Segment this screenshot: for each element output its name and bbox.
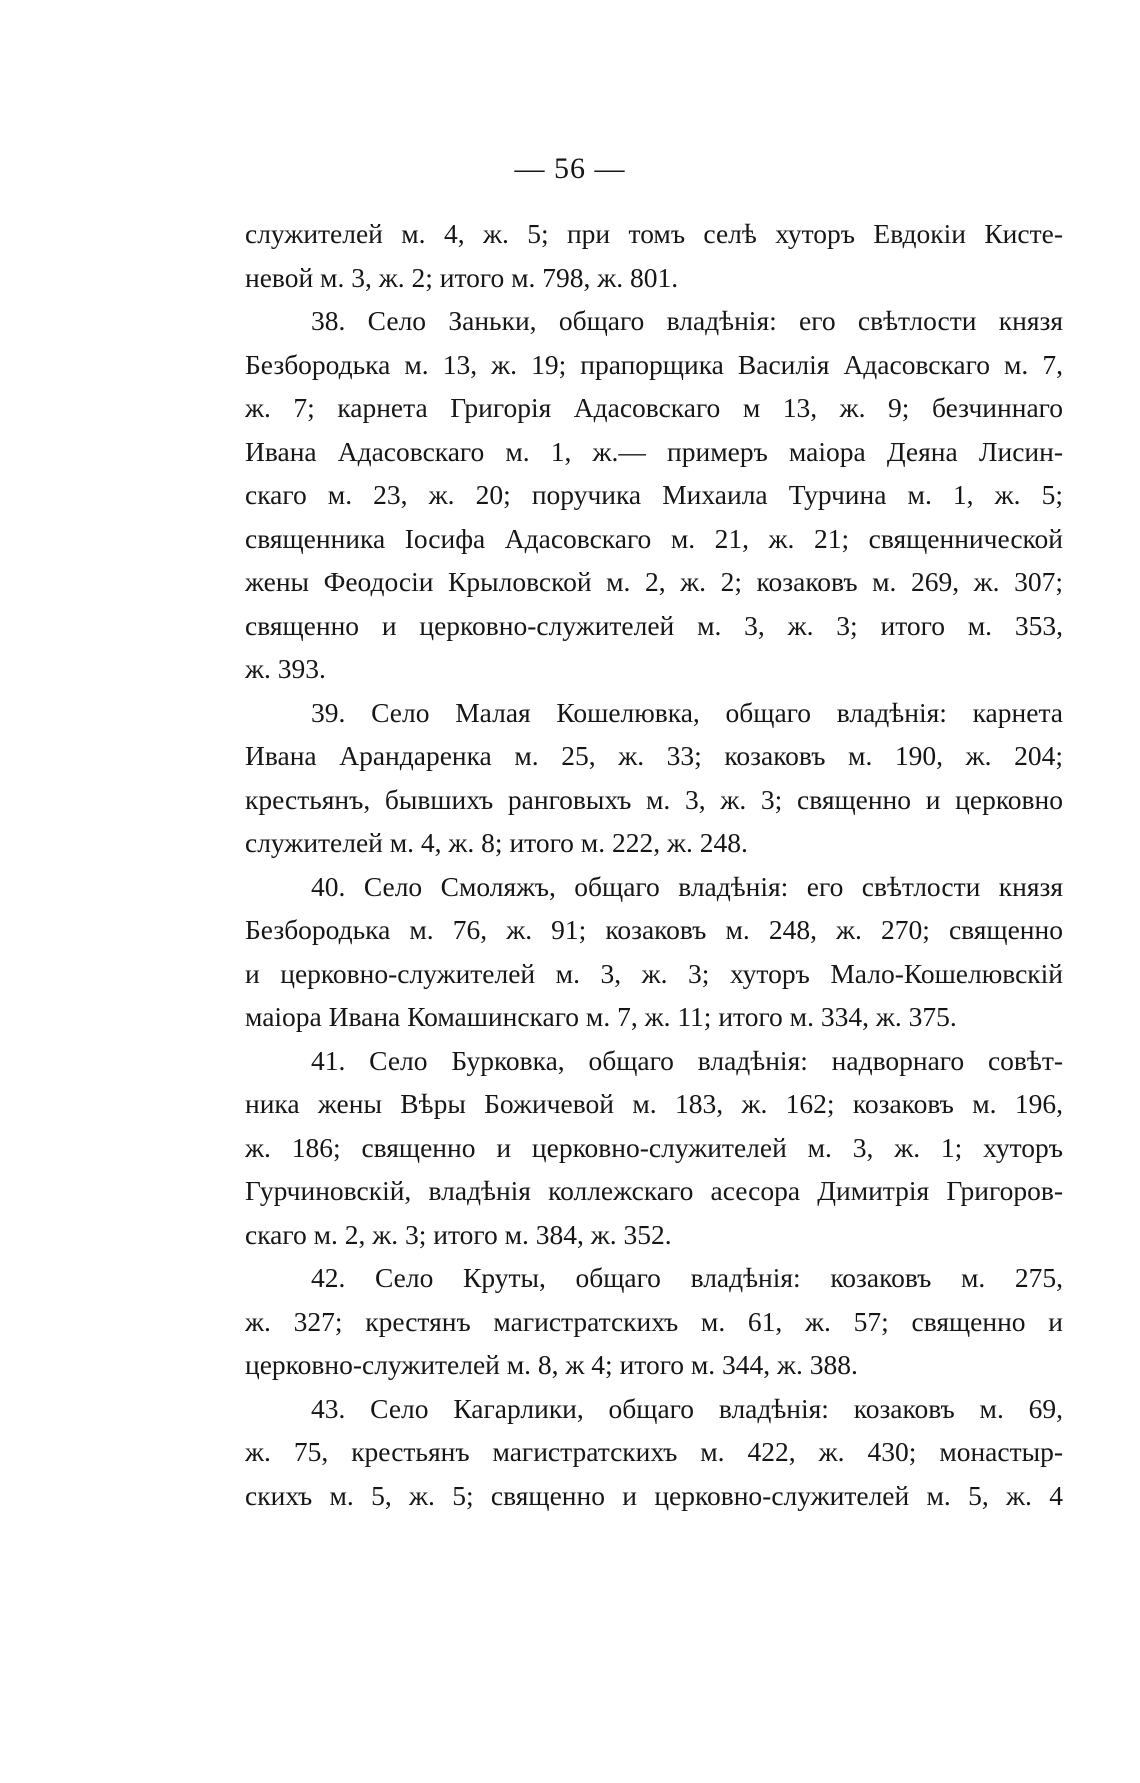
text-line: маіора Ивана Комашинскаго м. 7, ж. 11; итого м. 334, ж. 375. [245, 1001, 957, 1032]
text-line: Безбородька м. 13, ж. 19; прапорщика Василія Адасовскаго м. 7, [245, 348, 1063, 380]
entry-38-start: 38. Село Заньки, общаго владѣнія: его свѣтлости князя [311, 305, 1063, 336]
text-line: ж. 7; карнета Григорія Адасовскаго м 13, ж. 9; безчиннаго [245, 392, 1063, 423]
text-line: ника жены Вѣры Божичевой м. 183, ж. 162; козаковъ м. 196, [245, 1088, 1063, 1119]
page-number: — 56 — [514, 152, 626, 185]
text-line: Ивана Адасовскаго м. 1, ж.— примеръ маіора Деяна Лисин- [245, 435, 1063, 467]
text-line: невой м. 3, ж. 2; итого м. 798, ж. 801. [245, 261, 679, 293]
text-line: Ивана Арандаренка м. 25, ж. 33; козаковъ м. 190, ж. 204; [245, 740, 1063, 771]
text-line: ж. 393. [245, 653, 326, 684]
entry-42-start: 42. Село Круты, общаго владѣнія: козаковъ м. 275, [311, 1262, 1063, 1293]
text-line: служителей м. 4, ж. 5; при томъ селѣ хуторъ Евдокіи Кисте- [245, 218, 1063, 249]
entry-43-start: 43. Село Кагарлики, общаго владѣнія: козаковъ м. 69, [311, 1392, 1063, 1424]
text-line: служителей м. 4, ж. 8; итого м. 222, ж. 248. [245, 827, 748, 858]
entry-39-start: 39. Село Малая Кошелювка, общаго владѣнія: карнета [311, 696, 1063, 728]
text-line: скаго м. 23, ж. 20; поручика Михаила Турчина м. 1, ж. 5; [245, 479, 1063, 510]
text-line: ж. 75, крестьянъ магистратскихъ м. 422, ж. 430; монастыр- [245, 1436, 1063, 1467]
entry-40-start: 40. Село Смоляжъ, общаго владѣнія: его свѣтлости князя [311, 870, 1063, 902]
text-line: скихъ м. 5, ж. 5; священно и церковно-служителей м. 5, ж. 4 [245, 1479, 1063, 1511]
text-line: скаго м. 2, ж. 3; итого м. 384, ж. 352. [245, 1218, 672, 1250]
text-line: церковно-служителей м. 8, ж 4; итого м. 344, ж. 388. [245, 1349, 858, 1380]
text-line: Безбородька м. 76, ж. 91; козаковъ м. 248, ж. 270; священно [245, 914, 1063, 945]
body-text [245, 212, 1063, 1517]
text-line: крестьянъ, бывшихъ ранговыхъ м. 3, ж. 3; священно и церковно [245, 783, 1063, 815]
text-line: священно и церковно-служителей м. 3, ж. 3; итого м. 353, [245, 609, 1063, 641]
text-line: и церковно-служителей м. 3, ж. 3; хуторъ Мало-Кошелювскій [245, 957, 1063, 989]
text-line: священника Іосифа Адасовскаго м. 21, ж. 21; священнической [245, 522, 1063, 554]
text-line: Гурчиновскій, владѣнія коллежскаго асесора Димитрія Григоров- [245, 1175, 1063, 1206]
entry-41-start: 41. Село Бурковка, общаго владѣнія: надворнаго совѣт- [311, 1044, 1063, 1076]
text-line: ж. 327; крестянъ магистратскихъ м. 61, ж. 57; священно и [245, 1305, 1063, 1337]
text-line: жены Феодосіи Крыловской м. 2, ж. 2; козаковъ м. 269, ж. 307; [245, 566, 1063, 597]
text-line: ж. 186; священно и церковно-служителей м. 3, ж. 1; хуторъ [245, 1131, 1063, 1163]
